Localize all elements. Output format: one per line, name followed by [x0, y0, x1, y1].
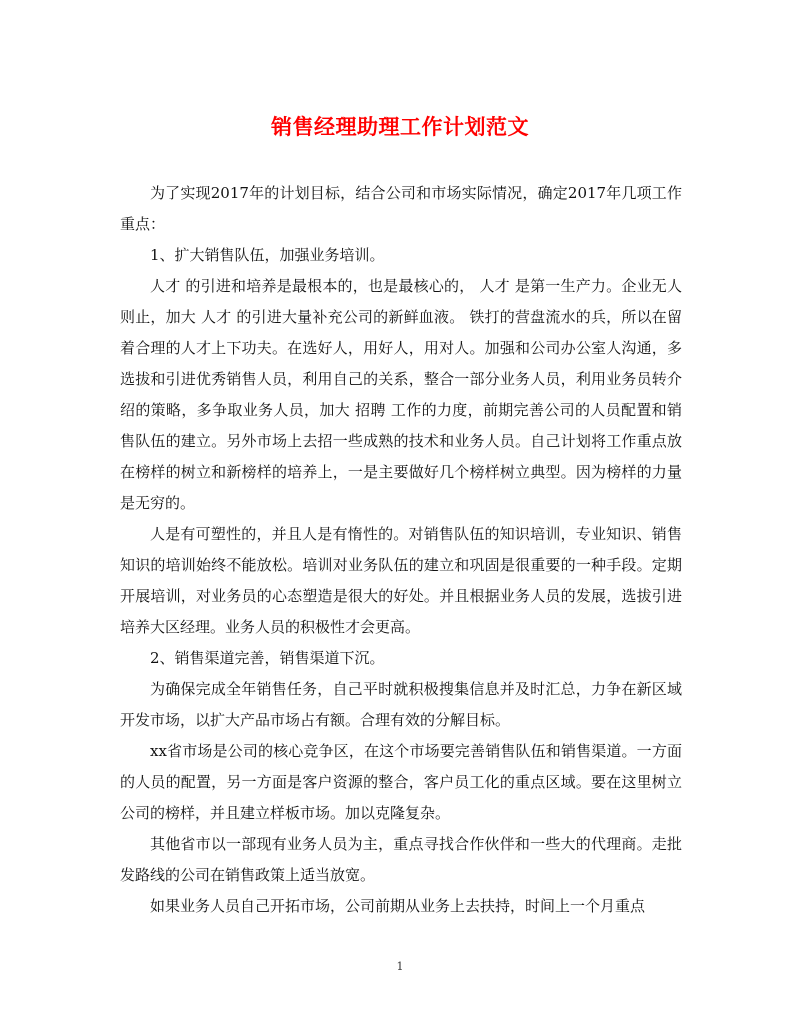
page-number: 1: [396, 960, 404, 973]
document-body: [120, 178, 682, 922]
section-heading-1: 1、扩大销售队伍，加强业务培训。: [150, 246, 385, 264]
paragraph-intro: 为了实现2017年的计划目标，结合公司和市场实际情况，确定2017年几项工作重点：: [120, 184, 682, 233]
section-heading-2: 2、销售渠道完善，销售渠道下沉。: [150, 649, 385, 667]
document-title: 销售经理助理工作计划范文: [271, 114, 529, 139]
paragraph-training: 人是有可塑性的，并且人是有惰性的。对销售队伍的知识培训，专业知识、销售知识的培训始终不能放松。培训对业务队伍的建立和巩固是很重要的一种手段。定期开展培训，对业务员的心态塑造是很大的好处。并且根据业务人员的发展，选拔引进培养大区经理。业务人员的积极性才会更高。: [120, 525, 682, 636]
paragraph-other-markets: 其他省市以一部现有业务人员为主，重点寻找合作伙伴和一些大的代理商。走批发路线的公司在销售政策上适当放宽。: [120, 835, 682, 884]
paragraph-core-market: xx省市场是公司的核心竞争区，在这个市场要完善销售队伍和销售渠道。一方面的人员的配置，另一方面是客户资源的整合，客户员工化的重点区域。要在这里树立公司的榜样，并且建立样板市场。加以克隆复杂。: [120, 742, 682, 822]
paragraph-sales-target: 为确保完成全年销售任务，自己平时就积极搜集信息并及时汇总，力争在新区域开发市场，以扩大产品市场占有额。合理有效的分解目标。: [120, 680, 682, 729]
paragraph-self-development: 如果业务人员自己开拓市场，公司前期从业务上去扶持，时间上一个月重点: [150, 897, 646, 915]
paragraph-talent: 人才 的引进和培养是最根本的，也是最核心的， 人才 是第一生产力。企业无人则止，加大 人才 的引进大量补充公司的新鲜血液。 铁打的营盘流水的兵，所以在留着合理的人才上下功夫。在选好人，用好人，用对人。加强和公司办公室人沟通，多选拔和引进优秀销售人员，利用自己的关系，整合一部分业务人员，利用业务员转介绍的策略，多争取业务人员，加大 招聘 工作的力度，前期完善公司的人员配置和销售队伍的建立。另外市场上去招一些成熟的技术和业务人员。自己计划将工作重点放在榜样的树立和新榜样的培养上，一是主要做好几个榜样树立典型。因为榜样的力量是无穷的。: [120, 277, 682, 512]
